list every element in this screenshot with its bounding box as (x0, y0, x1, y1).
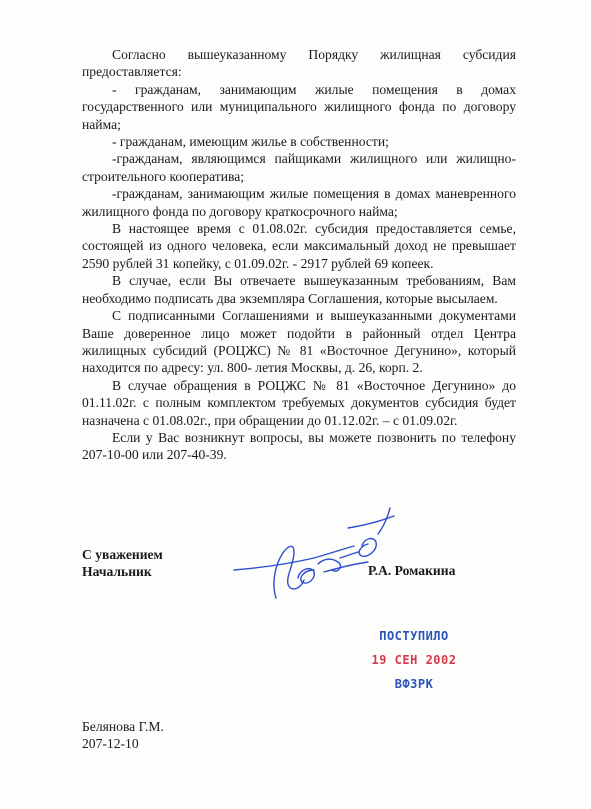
letter-body (82, 46, 516, 464)
stamp-date: 19 СЕН 2002 (371, 653, 457, 667)
paragraph: Если у Вас возникнут вопросы, вы можете позвонить по телефону 207-10-00 или 207-40-39. (82, 429, 516, 463)
list-item: - гражданам, имеющим жилье в собственности; (112, 134, 389, 150)
signer-name: Р.А. Ромакина (368, 563, 456, 578)
stamp-code: ВФЗРК (394, 677, 434, 691)
stamp-received: ПОСТУПИЛО (379, 629, 449, 643)
list-item: -гражданам, являющимся пайщиками жилищного или жилищно-строительного кооператива; (82, 151, 516, 184)
paragraph: С подписанными Соглашениями и вышеуказанными документами Ваше доверенное лицо может подойти в районный отдел Центра жилищных субсидий (РОЦЖС) № 81 «Восточное Дегунино», который находится по адресу: ул. 800- летия Москвы, д. 26, корп. 2. (82, 308, 516, 376)
executor-phone: 207-12-10 (82, 736, 139, 752)
executor-block (82, 718, 164, 753)
received-stamp (368, 624, 460, 696)
executor-name: Белянова Г.М. (82, 719, 164, 734)
handwritten-signature (228, 506, 398, 606)
paragraph: Согласно вышеуказанному Порядку жилищная субсидия предоставляется: (82, 47, 516, 80)
paragraph: В случае, если Вы отвечаете вышеуказанным требованиям, Вам необходимо подписать два экземпляра Соглашения, которые высылаем. (82, 273, 516, 306)
closing-phrase: С уважением (82, 547, 163, 562)
paragraph: В случае обращения в РОЦЖС № 81 «Восточное Дегунино» до 01.11.02г. с полным комплектом требуемых документов субсидия будет назначена с 01.08.02г., при обращении до 01.12.02г. – с 01.09.02г. (82, 377, 516, 428)
signer-position: Начальник (82, 564, 152, 580)
list-item: -гражданам, занимающим жилые помещения в домах маневренного жилищного фонда по договору краткосрочного найма; (82, 186, 516, 219)
list-item: - гражданам, занимающим жилые помещения в домах государственного или муниципального жилищного фонда по договору найма; (82, 81, 516, 132)
paragraph: В настоящее время с 01.08.02г. субсидия предоставляется семье, состоящей из одного человека, если максимальный доход не превышает 2590 рублей 31 копейку, с 01.09.02г. - 2917 рублей 69 копеек. (82, 221, 516, 271)
signature-block (82, 546, 163, 581)
